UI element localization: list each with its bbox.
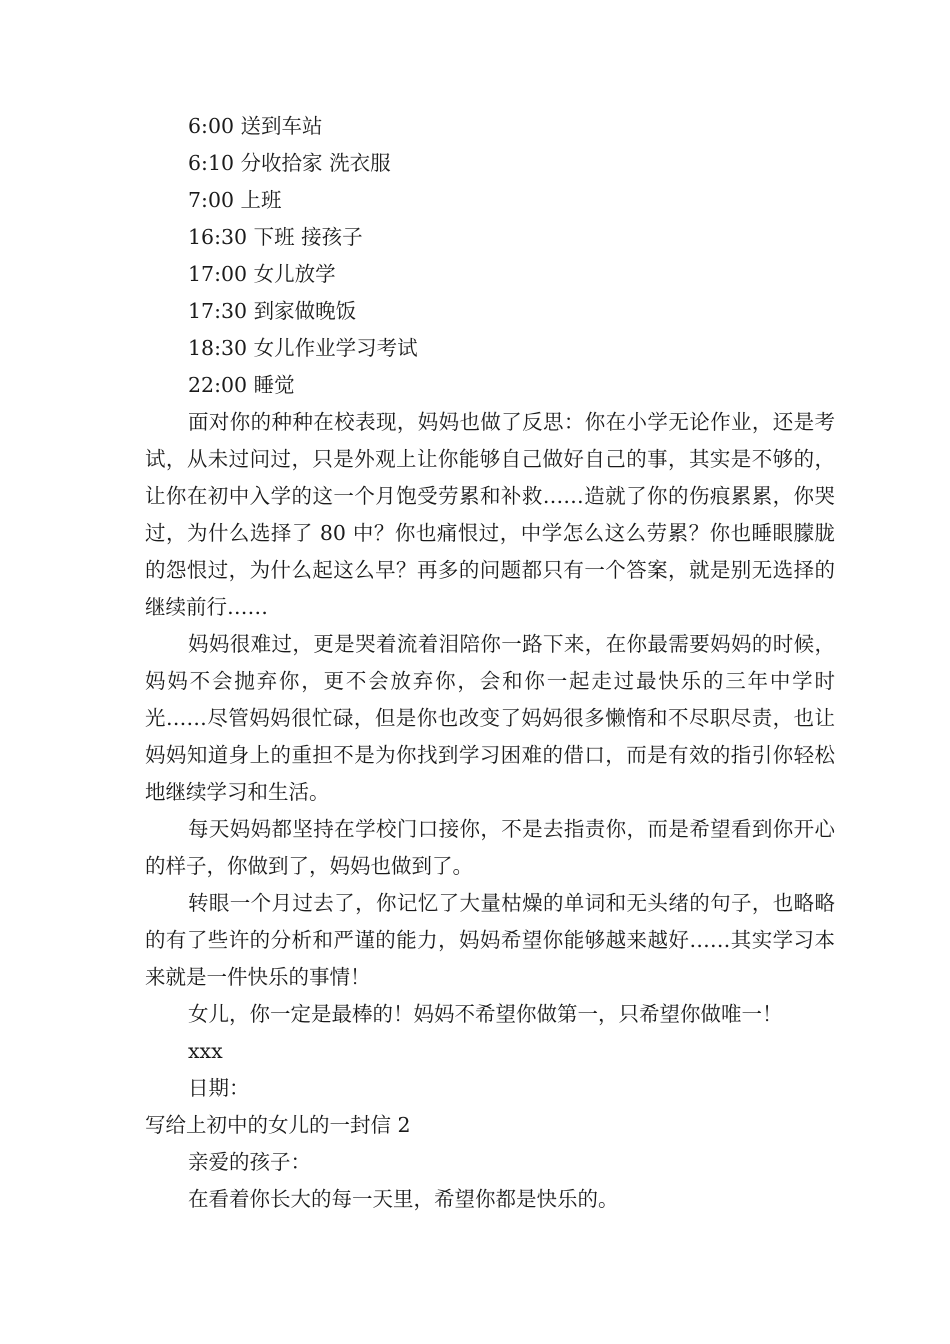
schedule-item: 7:00 上班 (188, 188, 282, 212)
paragraph-closing-wish: 女儿，你一定是最棒的！妈妈不希望你做第一，只希望你做唯一！ (188, 1002, 783, 1026)
section-title: 写给上初中的女儿的一封信 2 (145, 1113, 411, 1137)
schedule-item: 22:00 睡觉 (188, 373, 295, 397)
paragraph-one-month: 转眼一个月过去了，你记忆了大量枯燥的单词和无头绪的句子，也略略的有了些许的分析和严谨的能力，妈妈希望你能够越来越好……其实学习本来就是一件快乐的事情！ (145, 891, 835, 989)
schedule-item: 17:00 女儿放学 (188, 262, 336, 286)
schedule-item: 16:30 下班 接孩子 (188, 225, 363, 249)
date-label: 日期： (188, 1076, 250, 1100)
paragraph-school-gate: 每天妈妈都坚持在学校门口接你，不是去指责你，而是希望看到你开心的样子，你做到了，妈妈也做到了。 (145, 817, 835, 878)
schedule-item: 18:30 女儿作业学习考试 (188, 336, 418, 360)
letter-body (145, 108, 835, 1218)
signature: xxx (188, 1039, 223, 1063)
paragraph-reflection: 面对你的种种在校表现，妈妈也做了反思：你在小学无论作业，还是考试，从未过问过，只是外观上让你能够自己做好自己的事，其实是不够的，让你在初中入学的这一个月饱受劳累和补救……造就了你的伤痕累累，你哭过，为什么选择了 80 中？你也痛恨过，中学怎么这么劳累？你也睡眼朦胧的怨恨过，为什么起这么早？再多的问题都只有一个答案，就是别无选择的继续前行…… (145, 410, 835, 619)
schedule-item: 17:30 到家做晚饭 (188, 299, 357, 323)
schedule-item: 6:10 分收拾家 洗衣服 (188, 151, 391, 175)
greeting: 亲爱的孩子： (188, 1150, 311, 1174)
schedule-list (145, 108, 835, 404)
paragraph-companionship: 妈妈很难过，更是哭着流着泪陪你一路下来，在你最需要妈妈的时候，妈妈不会抛弃你，更不会放弃你，会和你一起走过最快乐的三年中学时光……尽管妈妈很忙碌，但是你也改变了妈妈很多懒惰和不尽职尽责，也让妈妈知道身上的重担不是为你找到学习困难的借口，而是有效的指引你轻松地继续学习和生活。 (145, 632, 835, 804)
schedule-item: 6:00 送到车站 (188, 114, 323, 138)
paragraph-opening: 在看着你长大的每一天里，希望你都是快乐的。 (188, 1187, 619, 1211)
